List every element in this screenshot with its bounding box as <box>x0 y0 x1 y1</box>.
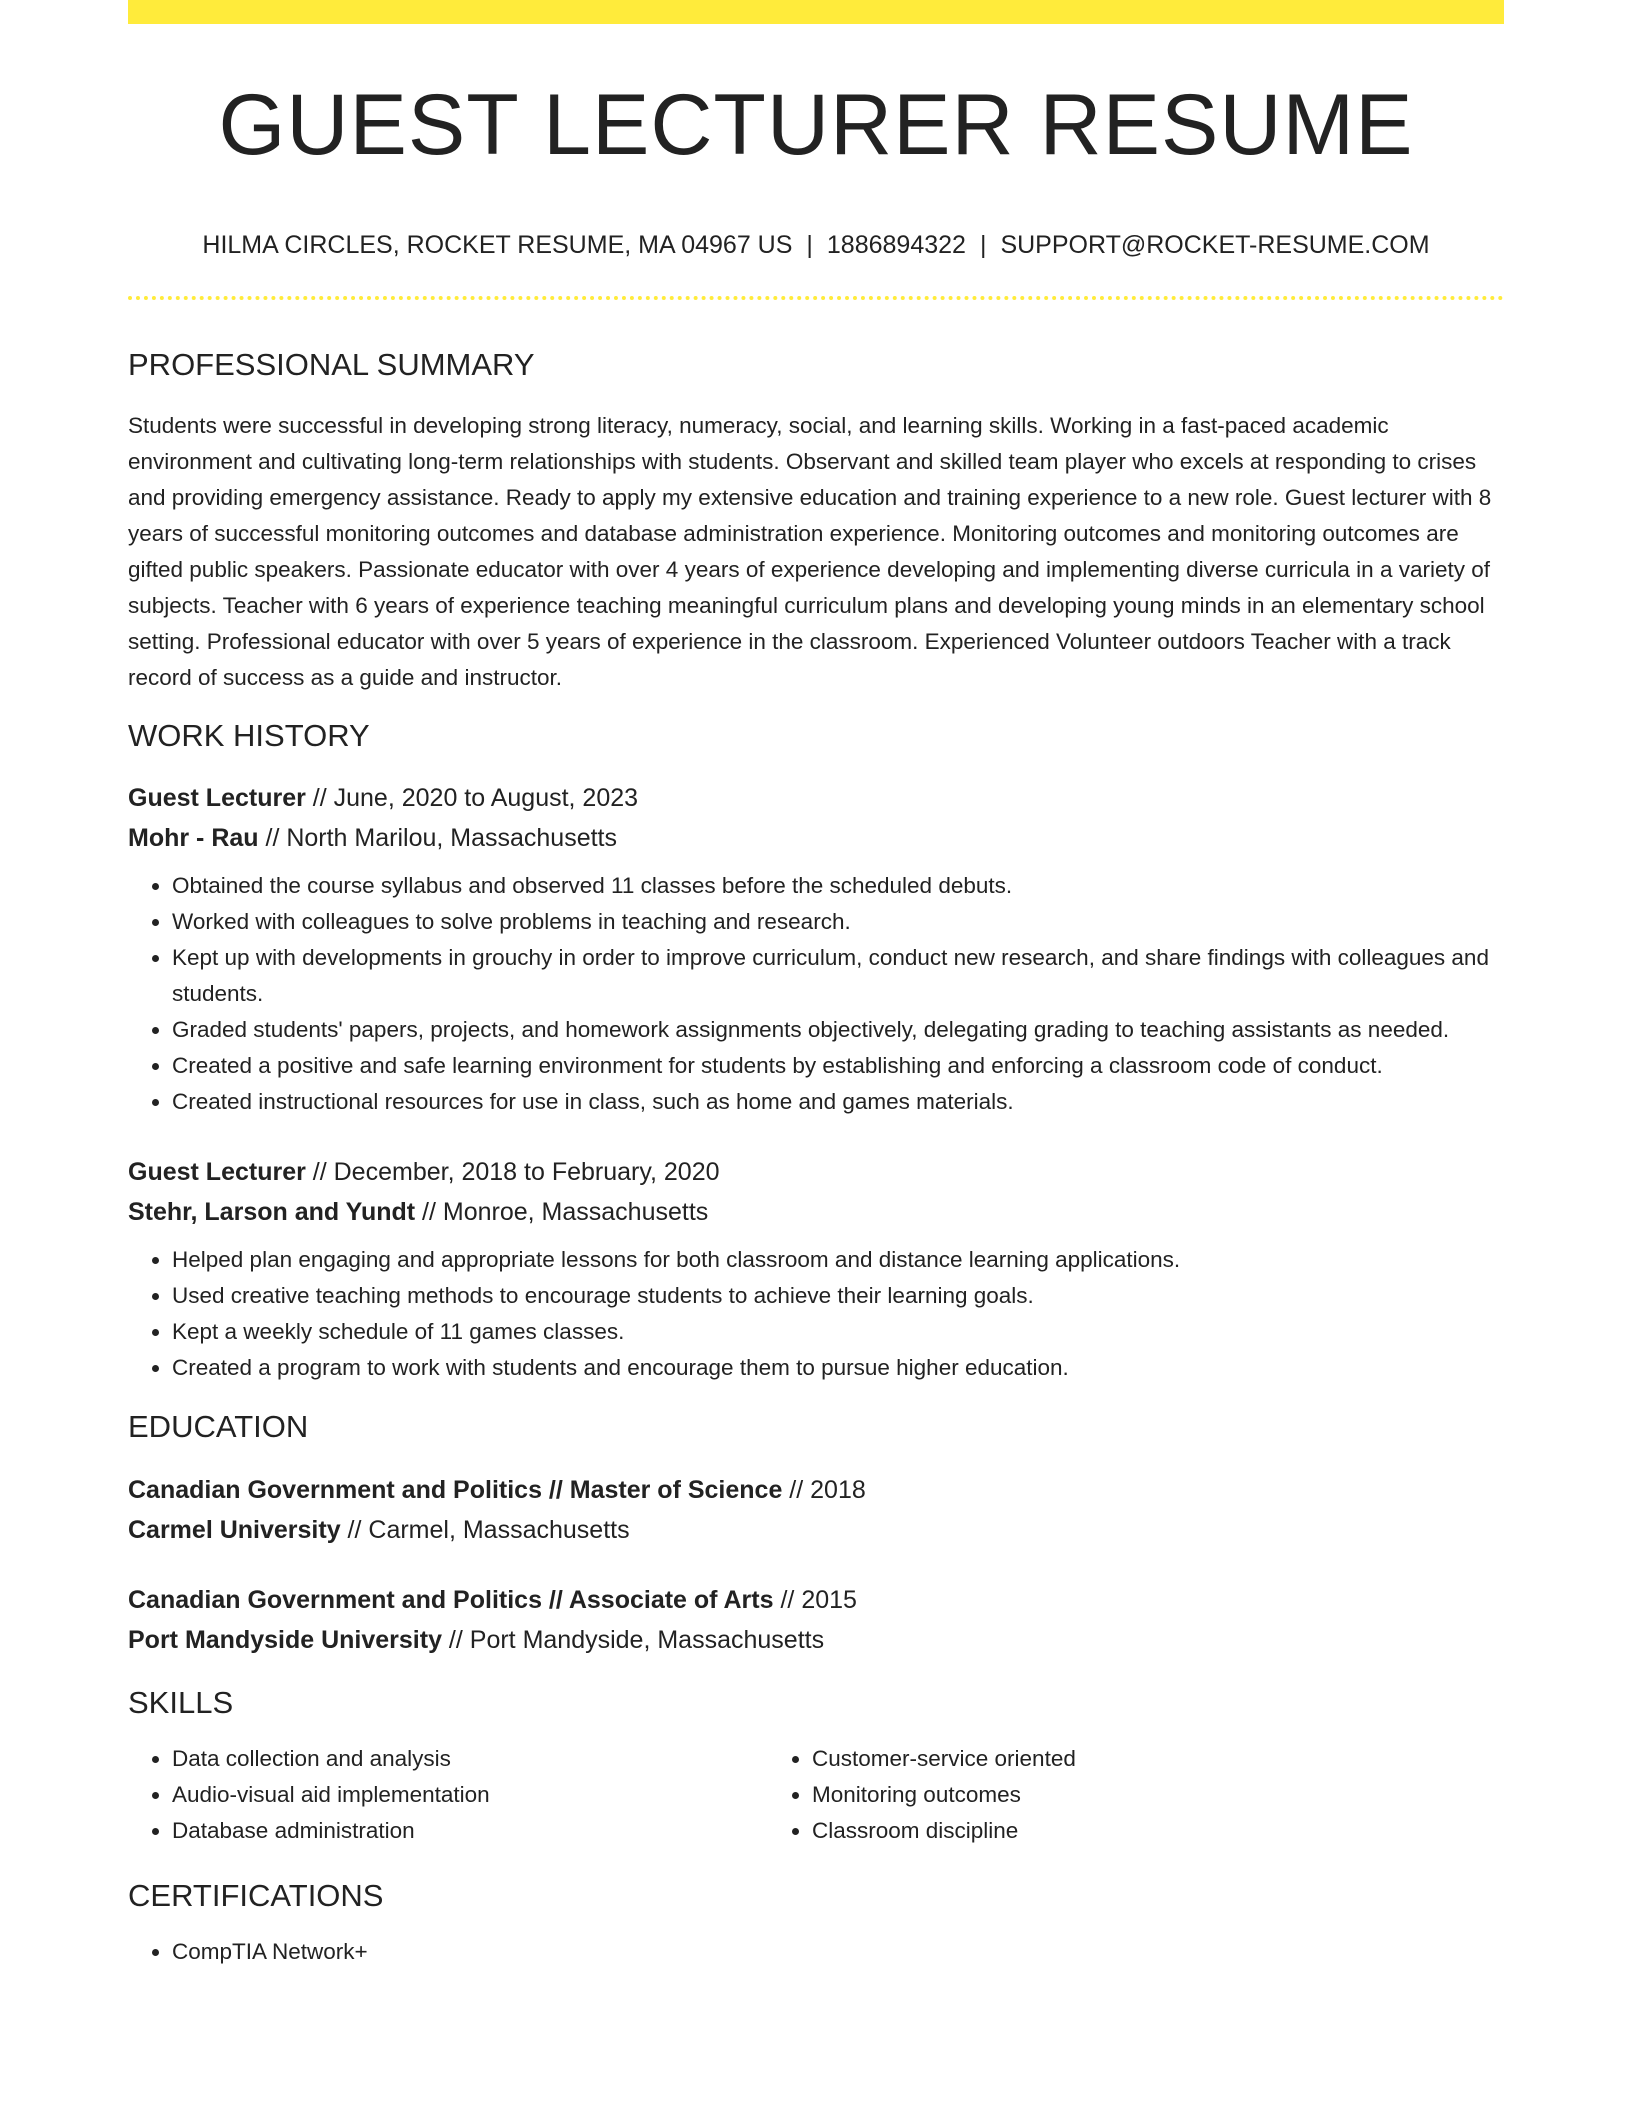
section-title-summary: PROFESSIONAL SUMMARY <box>128 347 535 382</box>
certification-list <box>128 1934 1504 1970</box>
list-item: • Worked with colleagues to solve problems in teaching and research. <box>172 904 1504 940</box>
contact-phone: 1886894322 <box>826 231 966 259</box>
job-role: Guest Lecturer <box>128 784 306 813</box>
list-item: • Used creative teaching methods to encourage students to achieve their learning goals. <box>172 1278 1504 1314</box>
job-title-line <box>128 1152 1504 1192</box>
job-company: Mohr - Rau <box>128 824 259 853</box>
list-item: • Kept up with developments in grouchy in order to improve curriculum, conduct new research, and share findings with colleagues and students. <box>172 940 1504 1012</box>
resume-page <box>128 0 1504 1970</box>
contact-email: SUPPORT@ROCKET-RESUME.COM <box>1000 231 1430 259</box>
skill-item: • Classroom discipline <box>812 1813 1396 1849</box>
section-title-certifications: CERTIFICATIONS <box>128 1877 384 1913</box>
education-year: // 2015 <box>773 1585 857 1614</box>
section-title-work-history: WORK HISTORY <box>128 718 370 754</box>
list-item: • Helped plan engaging and appropriate lessons for both classroom and distance learning applications. <box>172 1242 1504 1278</box>
list-item: • Obtained the course syllabus and observed 11 classes before the scheduled debuts. <box>172 868 1504 904</box>
job-entry <box>128 1152 1504 1386</box>
education-location: // Carmel, Massachusetts <box>340 1515 630 1544</box>
list-item: • Created instructional resources for use in class, such as home and games materials. <box>172 1084 1504 1120</box>
education-degree: Canadian Government and Politics // Associate of Arts <box>128 1585 774 1614</box>
skill-item: • Customer-service oriented <box>812 1741 1396 1777</box>
job-company-line <box>128 818 1504 858</box>
skill-item: • Database administration <box>172 1813 762 1849</box>
section-title-education: EDUCATION <box>128 1409 309 1445</box>
summary-text: Students were successful in developing strong literacy, numeracy, social, and learning skills. Working in a fast-paced academic environment and cultivating long-term relationships with students. Observant and skilled team player who excels at responding to crises and providing emergency assistance. Ready to apply my extensive education and training experience to a new role. Guest lecturer with 8 years of successful monitoring outcomes and database administration experience. Monitoring outcomes and monitoring outcomes are gifted public speakers. Passionate educator with over 4 years of experience developing and implementing diverse curricula in a variety of subjects. Teacher with 6 years of experience teaching meaningful curriculum plans and developing young minds in an elementary school setting. Professional educator with over 5 years of experience in the classroom. Experienced Volunteer outdoors Teacher with a track record of success as a guide and instructor. <box>128 413 1492 691</box>
education-degree: Canadian Government and Politics // Master of Science <box>128 1475 783 1504</box>
list-item: • Created a positive and safe learning environment for students by establishing and enforcing a classroom code of conduct. <box>172 1048 1504 1084</box>
job-location: // North Marilou, Massachusetts <box>258 824 618 853</box>
job-role: Guest Lecturer <box>128 1158 306 1187</box>
skills-grid <box>128 1741 1504 1849</box>
education-degree-line <box>128 1470 1504 1510</box>
job-dates: // June, 2020 to August, 2023 <box>305 784 639 813</box>
job-bullets <box>128 868 1504 1120</box>
header-divider <box>128 296 1504 300</box>
contact-line <box>128 230 1504 260</box>
education-school: Carmel University <box>128 1515 341 1544</box>
job-company: Stehr, Larson and Yundt <box>128 1198 416 1227</box>
skills-column-right <box>762 1741 1396 1849</box>
job-dates: // December, 2018 to February, 2020 <box>305 1158 720 1187</box>
contact-address: HILMA CIRCLES, ROCKET RESUME, MA 04967 US <box>202 231 793 259</box>
section-title-skills: SKILLS <box>128 1684 234 1720</box>
education-degree-line <box>128 1580 1504 1620</box>
education-location: // Port Mandyside, Massachusetts <box>441 1625 825 1654</box>
certification-item: • CompTIA Network+ <box>172 1934 1504 1970</box>
education-entry <box>128 1580 1504 1660</box>
skill-item: • Monitoring outcomes <box>812 1777 1396 1813</box>
education-year: // 2018 <box>782 1475 866 1504</box>
job-bullets <box>128 1242 1504 1386</box>
skill-item: • Data collection and analysis <box>172 1741 762 1777</box>
resume-title: GUEST LECTURER RESUME <box>218 77 1414 173</box>
education-school-line <box>128 1620 1504 1660</box>
education-school: Port Mandyside University <box>128 1625 442 1654</box>
list-item: • Kept a weekly schedule of 11 games classes. <box>172 1314 1504 1350</box>
education-school-line <box>128 1510 1504 1550</box>
skill-item: • Audio-visual aid implementation <box>172 1777 762 1813</box>
contact-separator: | <box>979 231 987 259</box>
skills-column-left <box>128 1741 762 1849</box>
list-item: • Graded students' papers, projects, and homework assignments objectively, delegating grading to teaching assistants as needed. <box>172 1012 1504 1048</box>
list-item: • Created a program to work with students and encourage them to pursue higher education. <box>172 1350 1504 1386</box>
contact-separator: | <box>806 231 813 259</box>
education-entry <box>128 1470 1504 1550</box>
job-title-line <box>128 778 1504 818</box>
job-company-line <box>128 1192 1504 1232</box>
top-accent-bar <box>128 0 1504 24</box>
job-entry <box>128 778 1504 1120</box>
job-location: // Monroe, Massachusetts <box>415 1198 709 1227</box>
